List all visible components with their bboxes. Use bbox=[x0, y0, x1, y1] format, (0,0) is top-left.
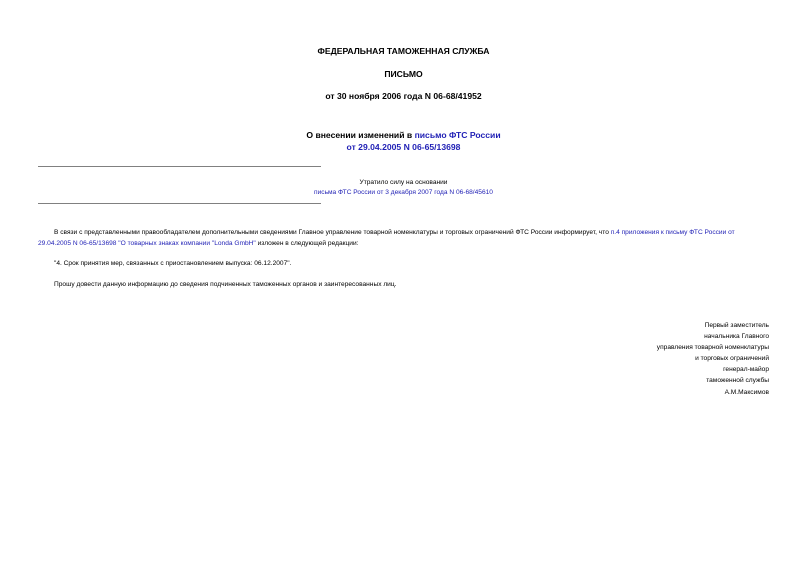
paragraph-2: "4. Срок принятия мер, связанных с приостановлением выпуска: 06.12.2007". bbox=[54, 260, 292, 267]
paragraph-1 bbox=[38, 227, 769, 249]
signature-block bbox=[657, 320, 769, 398]
subject-link-line1[interactable]: письмо ФТС России bbox=[414, 130, 501, 140]
document-type: ПИСЬМО bbox=[384, 69, 423, 79]
divider-bottom bbox=[38, 203, 321, 204]
paragraph-3: Прошу довести данную информацию до сведения подчиненных таможенных органов и заинтересованных лиц. bbox=[54, 281, 397, 288]
status-note bbox=[0, 178, 807, 198]
paragraph-1-link[interactable]: п.4 приложения к письму ФТС России от 29.04.2005 N 06-65/13698 "О товарных знаках компании "Londa GmbH" bbox=[38, 229, 735, 247]
divider-top bbox=[38, 166, 321, 167]
signature-line: и торговых ограничений bbox=[695, 355, 769, 363]
signature-line: таможенной службы bbox=[706, 377, 769, 385]
signature-line: генерал-майор bbox=[723, 366, 769, 374]
signature-line: управления товарной номенклатуры bbox=[656, 344, 769, 352]
subject-prefix: О внесении изменений в bbox=[306, 130, 415, 140]
signature-name: А.М.Максимов bbox=[724, 388, 769, 396]
agency-title: ФЕДЕРАЛЬНАЯ ТАМОЖЕННАЯ СЛУЖБА bbox=[317, 46, 490, 56]
signature-line: начальника Главного bbox=[704, 333, 769, 341]
status-note-text: Утратило силу на основании bbox=[359, 179, 448, 186]
paragraph-1-tail: изложен в следующей редакции: bbox=[255, 240, 359, 247]
paragraph-1-text: В связи с представленными правообладателем дополнительными сведениями Главное управление товарной номенклатуры и торговых ограничений ФТС России информирует, что bbox=[54, 229, 611, 236]
document-date-number: от 30 ноября 2006 года N 06-68/41952 bbox=[325, 91, 482, 101]
document-subject bbox=[0, 129, 807, 153]
status-note-link[interactable]: письма ФТС России от 3 декабря 2007 года N 06-68/45610 bbox=[314, 189, 493, 196]
signature-line: Первый заместитель bbox=[704, 322, 769, 329]
subject-link-line2[interactable]: от 29.04.2005 N 06-65/13698 bbox=[346, 142, 461, 152]
